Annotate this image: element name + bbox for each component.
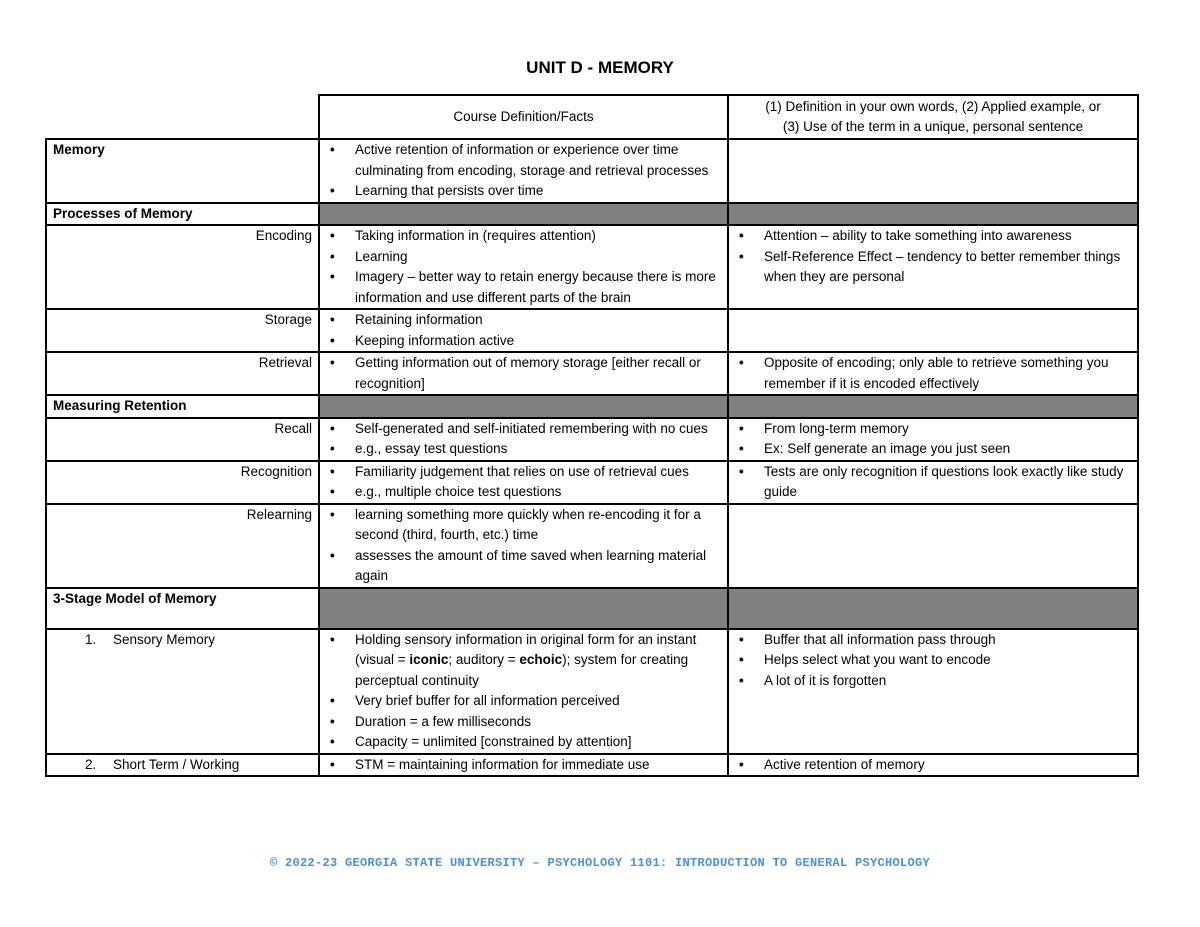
facts-cell [319, 225, 728, 309]
row-label-sensory: Sensory Memory [113, 631, 216, 647]
section-row [46, 203, 1138, 226]
section-label-processes: Processes of Memory [46, 203, 319, 226]
list-item: • learning something more quickly when re-encoding it for a second (third, fourth, etc.) time [326, 505, 721, 546]
list-item: • Ex: Self generate an image you just seen [735, 439, 1131, 460]
table-row [46, 418, 1138, 461]
list-item: • Capacity = unlimited [constrained by attention] [326, 732, 721, 753]
gray-cell [319, 203, 728, 226]
row-label-relearning: Relearning [46, 504, 319, 588]
facts-cell [319, 629, 728, 754]
facts-cell [319, 139, 728, 203]
notes-cell [728, 504, 1138, 588]
list-item: • Getting information out of memory storage [either recall or recognition] [326, 353, 721, 394]
gray-cell [728, 203, 1138, 226]
row-label-short-term-cell [46, 754, 319, 777]
list-item: • Keeping information active [326, 331, 721, 352]
list-item: • assesses the amount of time saved when learning material again [326, 546, 721, 587]
bold-term-echoic: echoic [519, 652, 563, 667]
list-item: • Helps select what you want to encode [735, 650, 1131, 671]
table-row [46, 309, 1138, 352]
numbered-label-sensory [53, 630, 312, 651]
table-row [46, 352, 1138, 395]
memory-table [45, 94, 1139, 777]
header-course-definition: Course Definition/Facts [319, 95, 728, 139]
table-row [46, 461, 1138, 504]
list-item: • Self-Reference Effect – tendency to better remember things when they are personal [735, 247, 1131, 288]
row-label-short-term: Short Term / Working [113, 756, 240, 772]
facts-cell [319, 352, 728, 395]
list-item: • Learning [326, 247, 721, 268]
bold-term-iconic: iconic [409, 652, 449, 667]
copyright-footer: © 2022-23 GEORGIA STATE UNIVERSITY – PSYCHOLOGY 1101: INTRODUCTION TO GENERAL PSYCHOLOGY [269, 856, 931, 870]
table-row [46, 139, 1138, 203]
facts-cell [319, 309, 728, 352]
list-item: • Active retention of information or experience over time culminating from encoding, storage and retrieval processes [326, 140, 721, 181]
list-item: • Imagery – better way to retain energy because there is more information and use different parts of the brain [326, 267, 721, 308]
notes-cell [728, 629, 1138, 754]
section-row [46, 588, 1138, 629]
text-fragment: ); system for creating perceptual continuity [355, 652, 689, 688]
gray-cell [728, 588, 1138, 629]
gray-cell [319, 588, 728, 629]
list-item: • Familiarity judgement that relies on use of retrieval cues [326, 462, 721, 483]
gray-cell [728, 395, 1138, 418]
table-row [46, 504, 1138, 588]
notes-cell [728, 139, 1138, 203]
row-label-storage: Storage [46, 309, 319, 352]
notes-cell [728, 352, 1138, 395]
list-number: 2. [85, 756, 97, 772]
table-row [46, 754, 1138, 777]
list-item: • e.g., essay test questions [326, 439, 721, 460]
list-item: • Attention – ability to take something into awareness [735, 226, 1131, 247]
row-label-retrieval: Retrieval [46, 352, 319, 395]
text-fragment: ; auditory = [448, 652, 520, 667]
list-item: • Learning that persists over time [326, 181, 721, 202]
list-item: • Duration = a few milliseconds [326, 712, 721, 733]
facts-cell [319, 461, 728, 504]
list-item: • From long-term memory [735, 419, 1131, 440]
list-item [326, 630, 721, 692]
section-label-three-stage: 3-Stage Model of Memory [46, 588, 319, 629]
list-item: • Retaining information [326, 310, 721, 331]
section-row [46, 395, 1138, 418]
list-item: • A lot of it is forgotten [735, 671, 1131, 692]
list-item: • Very brief buffer for all information perceived [326, 691, 721, 712]
notes-cell [728, 309, 1138, 352]
list-item: • Tests are only recognition if questions look exactly like study guide [735, 462, 1131, 503]
row-label-recognition: Recognition [46, 461, 319, 504]
table-header-row [46, 95, 1138, 139]
notes-cell [728, 418, 1138, 461]
gray-cell [319, 395, 728, 418]
list-number: 1. [85, 631, 97, 647]
header-own-words-line1: (1) Definition in your own words, (2) Applied example, or [765, 99, 1101, 114]
row-label-encoding: Encoding [46, 225, 319, 309]
header-blank-cell [46, 95, 319, 139]
list-item: • Self-generated and self-initiated remembering with no cues [326, 419, 721, 440]
list-item: • Buffer that all information pass through [735, 630, 1131, 651]
notes-cell [728, 461, 1138, 504]
list-item: • Taking information in (requires attention) [326, 226, 721, 247]
section-label-measuring: Measuring Retention [46, 395, 319, 418]
row-label-memory: Memory [46, 139, 319, 203]
facts-cell [319, 504, 728, 588]
row-label-sensory-cell [46, 629, 319, 754]
numbered-label-short-term [53, 755, 312, 776]
row-label-recall: Recall [46, 418, 319, 461]
list-item: • STM = maintaining information for immediate use [326, 755, 721, 776]
table-row [46, 225, 1138, 309]
notes-cell [728, 754, 1138, 777]
facts-cell [319, 418, 728, 461]
list-item: • Active retention of memory [735, 755, 1131, 776]
facts-cell [319, 754, 728, 777]
header-own-words [728, 95, 1138, 139]
text-fragment: Holding sensory information in original form for an instant (visual = [355, 631, 697, 667]
header-own-words-line2: (3) Use of the term in a unique, personal sentence [782, 119, 1084, 134]
list-item: • e.g., multiple choice test questions [326, 482, 721, 503]
table-row [46, 629, 1138, 754]
notes-cell [728, 225, 1138, 309]
list-item: • Opposite of encoding; only able to retrieve something you remember if it is encoded effectively [735, 353, 1131, 394]
page-title: UNIT D - MEMORY [526, 58, 674, 77]
